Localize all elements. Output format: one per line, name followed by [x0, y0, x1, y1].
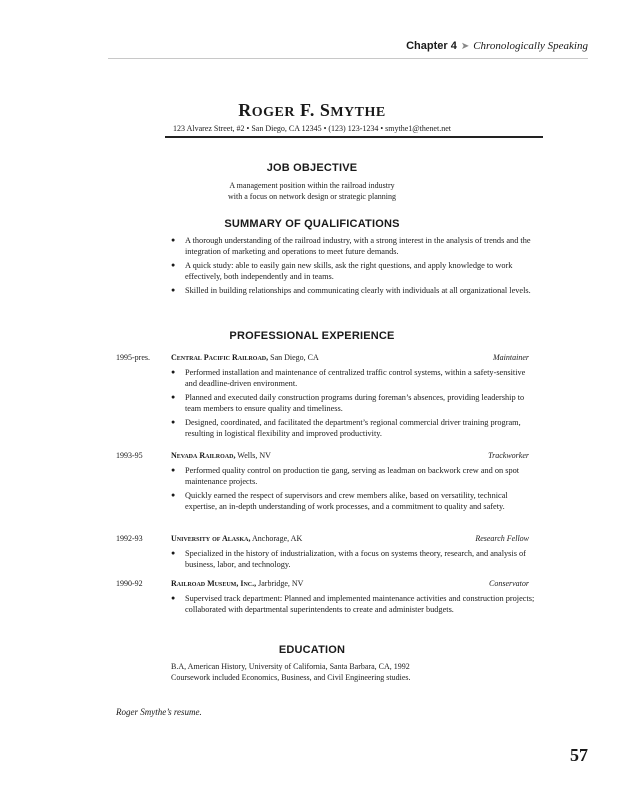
job-role: Maintainer [493, 353, 529, 362]
experience-heading: PROFESSIONAL EXPERIENCE [229, 330, 395, 342]
running-header [406, 40, 588, 52]
job-location: San Diego, CA [268, 353, 319, 362]
list-item: ● Skilled in building relationships and communicating clearly with individuals at all organizational levels. [171, 285, 545, 296]
objective-heading: JOB OBJECTIVE [266, 162, 358, 174]
job-location: Wells, NV [235, 451, 271, 460]
list-item: ● A quick study: able to easily gain new skills, ask the right questions, and apply knowledge to work effectively, both independently and in teams. [171, 260, 545, 282]
job-location: Jarbridge, NV [256, 579, 304, 588]
resume-name: ROGER F. SMYTHE [238, 100, 386, 120]
job-employer: Railroad Museum, Inc., [171, 579, 257, 588]
job-employer: Nevada Railroad, [171, 451, 236, 460]
chapter-label: Chapter 4 [406, 40, 457, 52]
job-header [171, 534, 529, 543]
name-divider [165, 136, 543, 138]
list-item: ● A thorough understanding of the railroad industry, with a strong interest in the analysis of trends and the integration of marketing and operations to meet future demands. [171, 235, 545, 257]
job-header [171, 579, 529, 588]
education-line: B.A, American History, University of California, Santa Barbara, CA, 1992 [171, 662, 410, 671]
arrow-icon: ➤ [460, 41, 470, 52]
summary-heading: SUMMARY OF QUALIFICATIONS [224, 218, 400, 230]
education-line: Coursework included Economics, Business, and Civil Engineering studies. [171, 673, 411, 682]
list-item: ● Specialized in the history of industrialization, with a focus on systems theory, research, and analysis of business, labor, and technology. [171, 548, 535, 570]
job-dates: 1992-93 [116, 534, 143, 543]
objective-line: with a focus on network design or strategic planning [228, 192, 396, 201]
job-dates: 1993-95 [116, 451, 143, 460]
job-bullets [171, 548, 535, 573]
job-location: Anchorage, AK [250, 534, 303, 543]
job-dates: 1995-pres. [116, 353, 150, 362]
job-role: Trackworker [488, 451, 529, 460]
figure-caption: Roger Smythe’s resume. [116, 707, 202, 717]
list-item: ● Designed, coordinated, and facilitated the department’s regional commercial driver training program, resulting in logistical flexibility and improved productivity. [171, 417, 535, 439]
job-role: Conservator [489, 579, 529, 588]
job-bullets [171, 593, 535, 618]
list-item: ● Planned and executed daily construction programs during foreman’s absences, providing leadership to team members to ensure quality and timeliness. [171, 392, 535, 414]
chapter-subtitle: Chronologically Speaking [473, 40, 588, 52]
list-item: ● Quickly earned the respect of supervisors and crew members alike, based on versatility, technical expertise, an in-depth understanding of work processes, and a commitment to quality and safety. [171, 490, 535, 512]
contact-line: 123 Alvarez Street, #2 • San Diego, CA 12345 • (123) 123-1234 • smythe1@thenet.net [173, 124, 451, 133]
job-bullets [171, 465, 535, 515]
page-number: 57 [570, 745, 588, 765]
job-employer: University of Alaska, [171, 534, 251, 543]
list-item: ● Performed installation and maintenance of centralized traffic control systems, within a safety-sensitive and deadline-driven environment. [171, 367, 535, 389]
header-divider [108, 58, 588, 59]
job-header [171, 353, 529, 362]
summary-list [171, 235, 545, 299]
job-dates: 1990-92 [116, 579, 143, 588]
list-item: ● Supervised track department: Planned and implemented maintenance activities and construction projects; collaborated with departmental superintendents to create and administer budgets. [171, 593, 535, 615]
job-employer: Central Pacific Railroad, [171, 353, 269, 362]
job-bullets [171, 367, 535, 442]
objective-line: A management position within the railroad industry [229, 181, 395, 190]
job-role: Research Fellow [475, 534, 529, 543]
job-header [171, 451, 529, 460]
list-item: ● Performed quality control on production tie gang, serving as leadman on backwork crew and on spot maintenance projects. [171, 465, 535, 487]
education-heading: EDUCATION [278, 644, 346, 656]
